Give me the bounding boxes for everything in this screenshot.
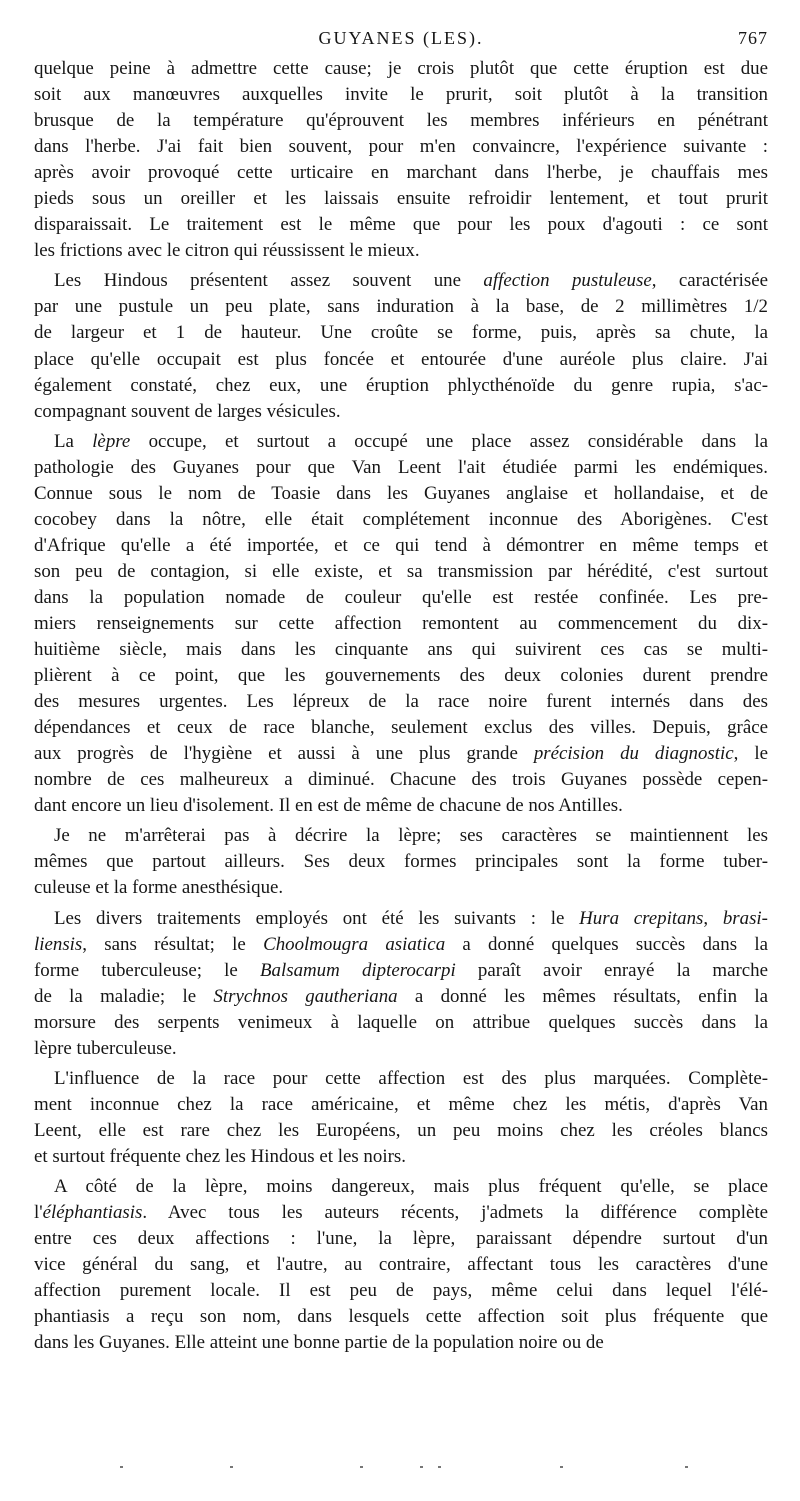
text-line: pieds sous un oreiller et les laissais ensuite refroidir lentement, et tout prurit (34, 188, 768, 210)
text-line: entre ces deux affections : l'une, la lèpre, paraissant dépendre surtout d'un (34, 1228, 768, 1250)
paragraph (34, 429, 768, 820)
text-line: aux progrès de l'hygiène et aussi à une plus grande précision du diagnostic, le (34, 743, 768, 765)
text-line: Les Hindous présentent assez souvent une affection pustuleuse, caractérisée (54, 270, 768, 292)
book-page (34, 28, 768, 1356)
text-line: phantiasis a reçu son nom, dans lesquels cette affection soit plus fréquente que (34, 1306, 768, 1328)
text-line: dépendances et ceux de race blanche, seulement exclus des villes. Depuis, grâce (34, 717, 768, 739)
text-line: La lèpre occupe, et surtout a occupé une place assez considérable dans la (54, 430, 768, 452)
text-line: par une pustule un peu plate, sans induration à la base, de 2 millimètres 1/2 (34, 296, 768, 318)
text-line: de largeur et 1 de hauteur. Une croûte se forme, puis, après sa chute, la (34, 322, 768, 344)
text-line: A côté de la lèpre, moins dangereux, mais plus fréquent qu'elle, se place (54, 1175, 768, 1197)
text-line: Je ne m'arrêterai pas à décrire la lèpre; ses caractères se maintiennent les (54, 825, 768, 847)
text-line: lèpre tuberculeuse. (34, 1037, 177, 1059)
text-line: de la maladie; le Strychnos gautheriana a donné les mêmes résultats, enfin la (34, 985, 768, 1007)
text-line: ment inconnue chez la race américaine, et même chez les métis, d'après Van (34, 1093, 768, 1115)
paragraph (34, 823, 768, 901)
text-line: et surtout fréquente chez les Hindous et les noirs. (34, 1145, 406, 1167)
text-line: les frictions avec le citron qui réussissent le mieux. (34, 240, 420, 262)
bleed-through-marks (120, 1466, 700, 1472)
text-line: affection purement locale. Il est peu de pays, même celui dans lequel l'élé- (34, 1280, 768, 1302)
text-line: dans la population nomade de couleur qu'elle est restée confinée. Les pre- (34, 586, 768, 608)
text-line: brusque de la température qu'éprouvent les membres inférieurs en pénétrant (34, 110, 768, 132)
paragraph (34, 56, 768, 264)
body-text (34, 56, 768, 1356)
text-line: Connue sous le nom de Toasie dans les Guyanes anglaise et hollandaise, et de (34, 482, 768, 504)
text-line: après avoir provoqué cette urticaire en marchant dans l'herbe, je chauffais mes (34, 162, 768, 184)
text-line: vice général du sang, et l'autre, au contraire, affectant tous les caractères d'une (34, 1254, 768, 1276)
paragraph (34, 268, 768, 424)
paragraph (34, 1066, 768, 1170)
text-line: forme tuberculeuse; le Balsamum dipterocarpi paraît avoir enrayé la marche (34, 959, 768, 981)
text-line: d'Afrique qu'elle a été importée, et ce qui tend à démontrer en même temps et (34, 534, 768, 556)
text-line: morsure des serpents venimeux à laquelle on attribue quelques succès dans la (34, 1011, 768, 1033)
paragraph (34, 1174, 768, 1356)
header-title: GUYANES (LES). (318, 28, 484, 48)
text-line: huitième siècle, mais dans les cinquante ans qui suivirent ces cas se multi- (34, 639, 768, 661)
text-line: dans les Guyanes. Elle atteint une bonne partie de la population noire ou de (34, 1332, 604, 1354)
text-line: L'influence de la race pour cette affection est des plus marquées. Complète- (54, 1067, 768, 1089)
text-line: place qu'elle occupait est plus foncée et entourée d'une auréole plus claire. J'ai (34, 348, 768, 370)
text-line: son peu de contagion, si elle existe, et sa transmission par hérédité, c'est surtout (34, 560, 768, 582)
running-header (34, 28, 768, 56)
text-line: des mesures urgentes. Les lépreux de la race noire furent internés dans des (34, 691, 768, 713)
text-line: liensis, sans résultat; le Choolmougra asiatica a donné quelques succès dans la (34, 933, 768, 955)
text-line: Les divers traitements employés ont été les suivants : le Hura crepitans, brasi- (54, 907, 768, 929)
text-line: culeuse et la forme anesthésique. (34, 877, 284, 899)
text-line: quelque peine à admettre cette cause; je crois plutôt que cette éruption est due (34, 58, 768, 79)
text-line: disparaissait. Le traitement est le même que pour les poux d'agouti : ce sont (34, 214, 768, 236)
text-line: miers renseignements sur cette affection remontent au commencement du dix- (34, 612, 768, 634)
text-line: nombre de ces malheureux a diminué. Chacune des trois Guyanes possède cepen- (34, 769, 768, 791)
text-line: pathologie des Guyanes pour que Van Leent l'ait étudiée parmi les endémiques. (34, 456, 768, 478)
text-line: compagnant souvent de larges vésicules. (34, 400, 341, 422)
text-line: également constaté, chez eux, une éruption phlycthénoïde du genre rupia, s'ac- (34, 374, 768, 396)
text-line: mêmes que partout ailleurs. Ses deux formes principales sont la forme tuber- (34, 851, 768, 873)
text-line: Leent, elle est rare chez les Européens, un peu moins chez les créoles blancs (34, 1119, 768, 1141)
text-line: dans l'herbe. J'ai fait bien souvent, pour m'en convaincre, l'expérience suivante : (34, 136, 768, 158)
page-number: 767 (738, 28, 768, 48)
paragraph (34, 906, 768, 1062)
text-line: cocobey dans la nôtre, elle était complétement inconnue des Aborigènes. C'est (34, 508, 768, 530)
text-line: dant encore un lieu d'isolement. Il en est de même de chacune de nos Antilles. (34, 795, 623, 817)
text-line: soit aux manœuvres auxquelles invite le prurit, soit plutôt à la transition (34, 84, 768, 106)
text-line: plièrent à ce point, que les gouvernements des deux colonies durent prendre (34, 665, 768, 687)
text-line: l'éléphantiasis. Avec tous les auteurs récents, j'admets la différence complète (34, 1202, 768, 1224)
